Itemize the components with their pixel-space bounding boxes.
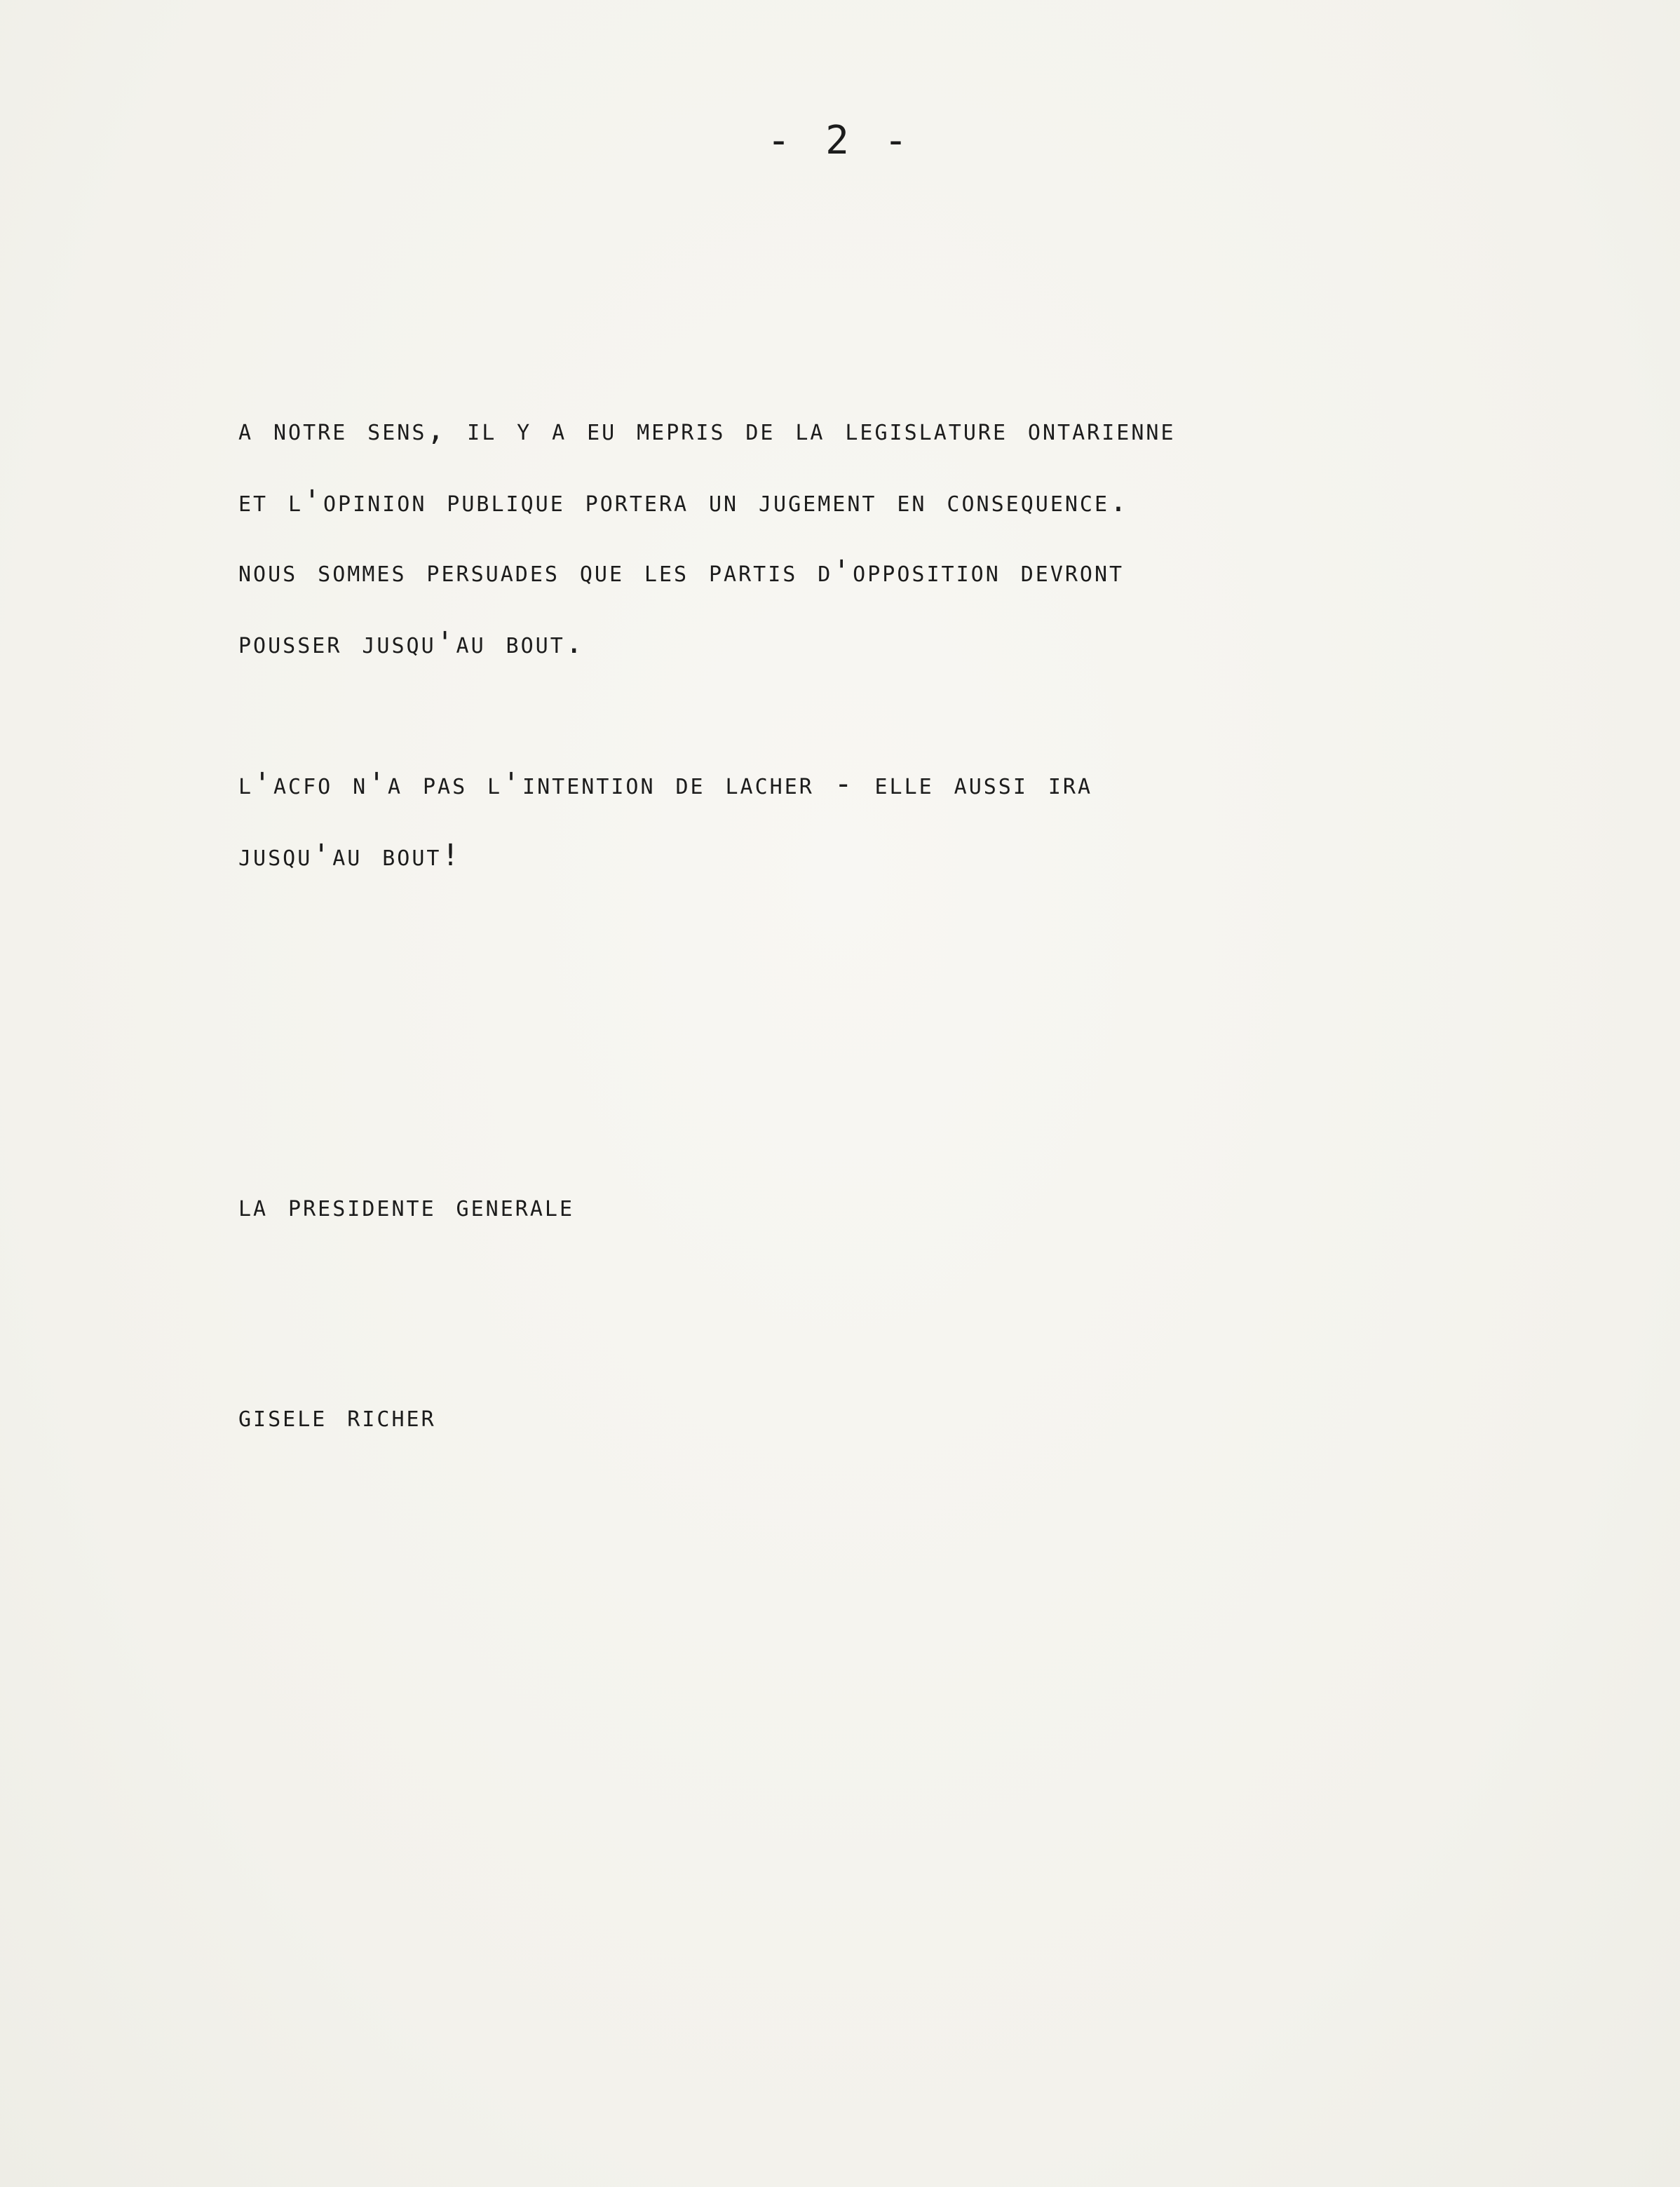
signatory-name: gisele richer — [238, 1399, 436, 1434]
paragraph-1-line-2: et l'opinion publique portera un jugement en consequence. — [238, 484, 1130, 519]
page-number: - 2 - — [766, 118, 914, 163]
paragraph-2-line-1: l'acfo n'a pas l'intention de lacher - elle aussi ira — [238, 766, 1093, 801]
paragraph-1-line-1: a notre sens, il y a eu mepris de la legislature ontarienne — [238, 412, 1176, 447]
paragraph-1-line-3: nous sommes persuades que les partis d'opposition devront — [238, 554, 1125, 589]
paragraph-2-line-2: jusqu'au bout! — [238, 838, 462, 873]
paragraph-1-line-4: pousser jusqu'au bout. — [238, 625, 585, 661]
closing-title: la presidente generale — [238, 1189, 575, 1224]
